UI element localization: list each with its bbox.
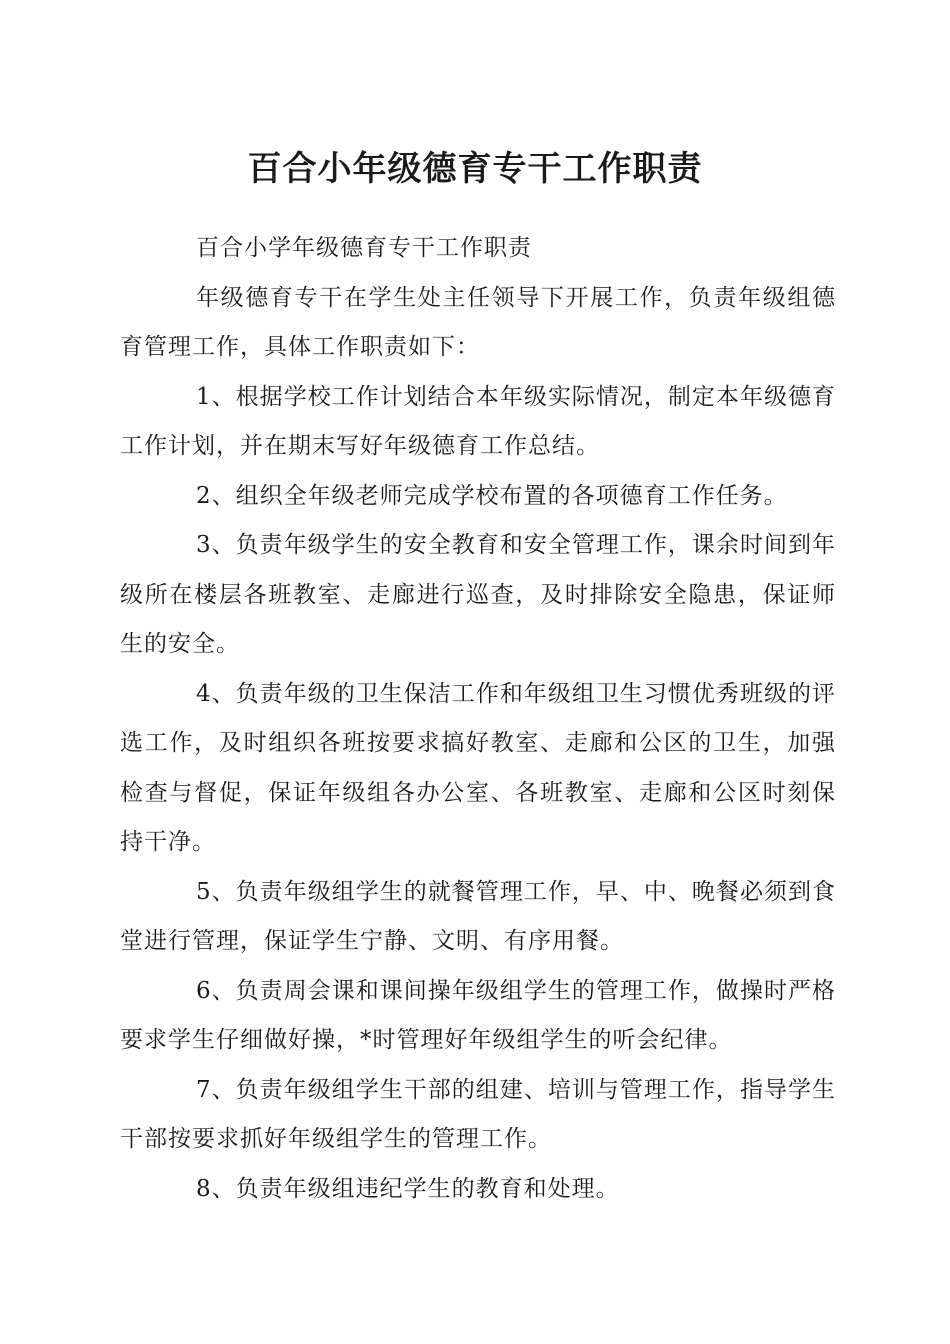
paragraph-item-6: 6、负责周会课和课间操年级组学生的管理工作，做操时严格要求学生仔细做好操，*时管理好年级组学生的听会纪律。: [120, 977, 836, 1053]
paragraph-item-5: 5、负责年级组学生的就餐管理工作，早、中、晚餐必须到食堂进行管理，保证学生宁静、文明、有序用餐。: [120, 878, 836, 954]
paragraph-item-4: 4、负责年级的卫生保洁工作和年级组卫生习惯优秀班级的评选工作，及时组织各班按要求搞好教室、走廊和公区的卫生，加强检查与督促，保证年级组各办公室、各班教室、走廊和公区时刻保持干净。: [120, 680, 836, 855]
paragraph-subtitle: 百合小学年级德育专干工作职责: [196, 235, 532, 261]
paragraph-item-8: 8、负责年级组违纪学生的教育和处理。: [196, 1175, 620, 1202]
paragraph-item-2: 2、组织全年级老师完成学校布置的各项德育工作任务。: [196, 482, 788, 509]
paragraph-item-3: 3、负责年级学生的安全教育和安全管理工作，课余时间到年级所在楼层各班教室、走廊进行巡查，及时排除安全隐患，保证师生的安全。: [120, 532, 836, 657]
document-body: [120, 224, 836, 1214]
paragraph-intro: 年级德育专干在学生处主任领导下开展工作，负责年级组德育管理工作，具体工作职责如下：: [120, 284, 836, 360]
paragraph-item-1: 1、根据学校工作计划结合本年级实际情况，制定本年级德育工作计划，并在期末写好年级德育工作总结。: [120, 383, 836, 459]
paragraph-item-7: 7、负责年级组学生干部的组建、培训与管理工作，指导学生干部按要求抓好年级组学生的管理工作。: [120, 1076, 836, 1152]
document-title: 百合小年级德育专干工作职责: [247, 149, 703, 189]
